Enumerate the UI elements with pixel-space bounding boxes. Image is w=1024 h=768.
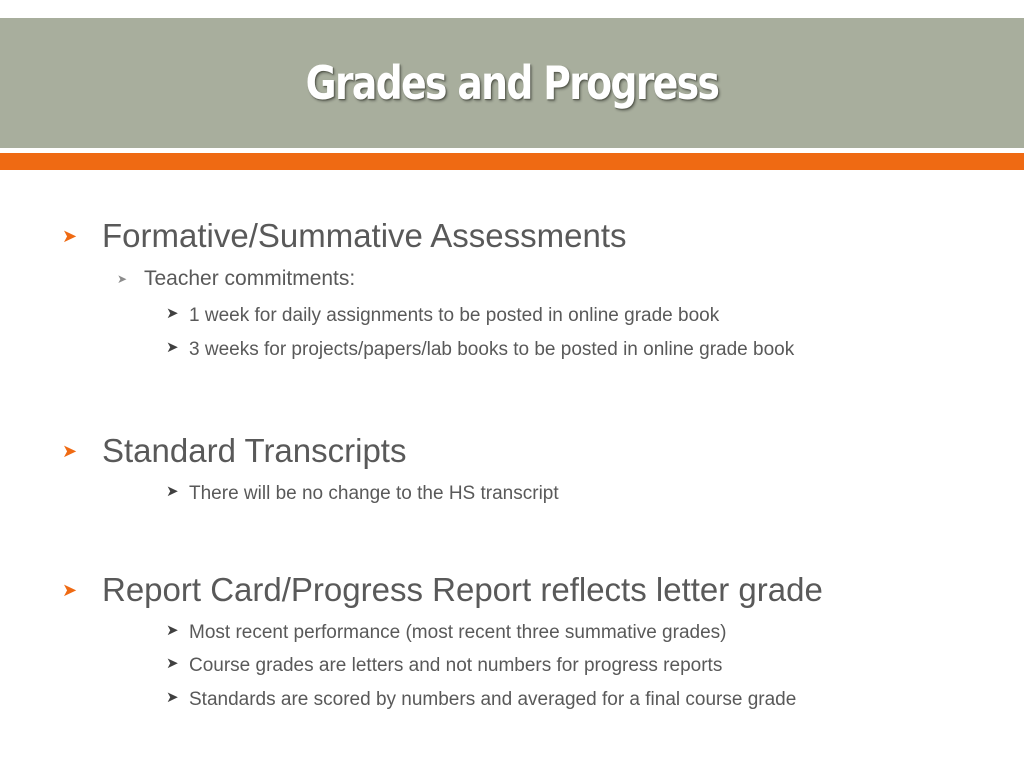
arrow-bullet-icon: ➤ — [166, 483, 179, 500]
arrow-bullet-icon: ➤ — [62, 441, 78, 461]
list-item-text: Most recent performance (most recent three summative grades) — [189, 622, 727, 643]
arrow-bullet-icon: ➤ — [166, 305, 179, 322]
arrow-bullet-icon: ➤ — [166, 339, 179, 356]
section-heading-text: Report Card/Progress Report reflects letter grade — [102, 571, 823, 608]
arrow-bullet-icon: ➤ — [166, 655, 179, 672]
arrow-bullet-icon: ➤ — [166, 622, 179, 639]
list-item-text: 3 weeks for projects/papers/lab books to be posted in online grade book — [189, 339, 795, 360]
arrow-bullet-icon: ➤ — [62, 580, 78, 600]
section-heading-text: Standard Transcripts — [102, 432, 407, 469]
accent-bar — [0, 153, 1024, 170]
list-item-text: Course grades are letters and not numbers for progress reports — [189, 655, 723, 676]
arrow-bullet-icon: ➤ — [166, 689, 179, 706]
list-item-text: 1 week for daily assignments to be posted in online grade book — [189, 305, 720, 326]
list-item-text: Standards are scored by numbers and averaged for a final course grade — [189, 689, 797, 710]
subheading-text: Teacher commitments: — [144, 267, 356, 290]
list-item-text: There will be no change to the HS transcript — [189, 483, 559, 504]
arrow-bullet-icon: ➤ — [117, 272, 128, 286]
section-heading-text: Formative/Summative Assessments — [102, 217, 627, 254]
slide-title: Grades and Progress — [305, 56, 719, 110]
arrow-bullet-icon: ➤ — [62, 226, 78, 246]
